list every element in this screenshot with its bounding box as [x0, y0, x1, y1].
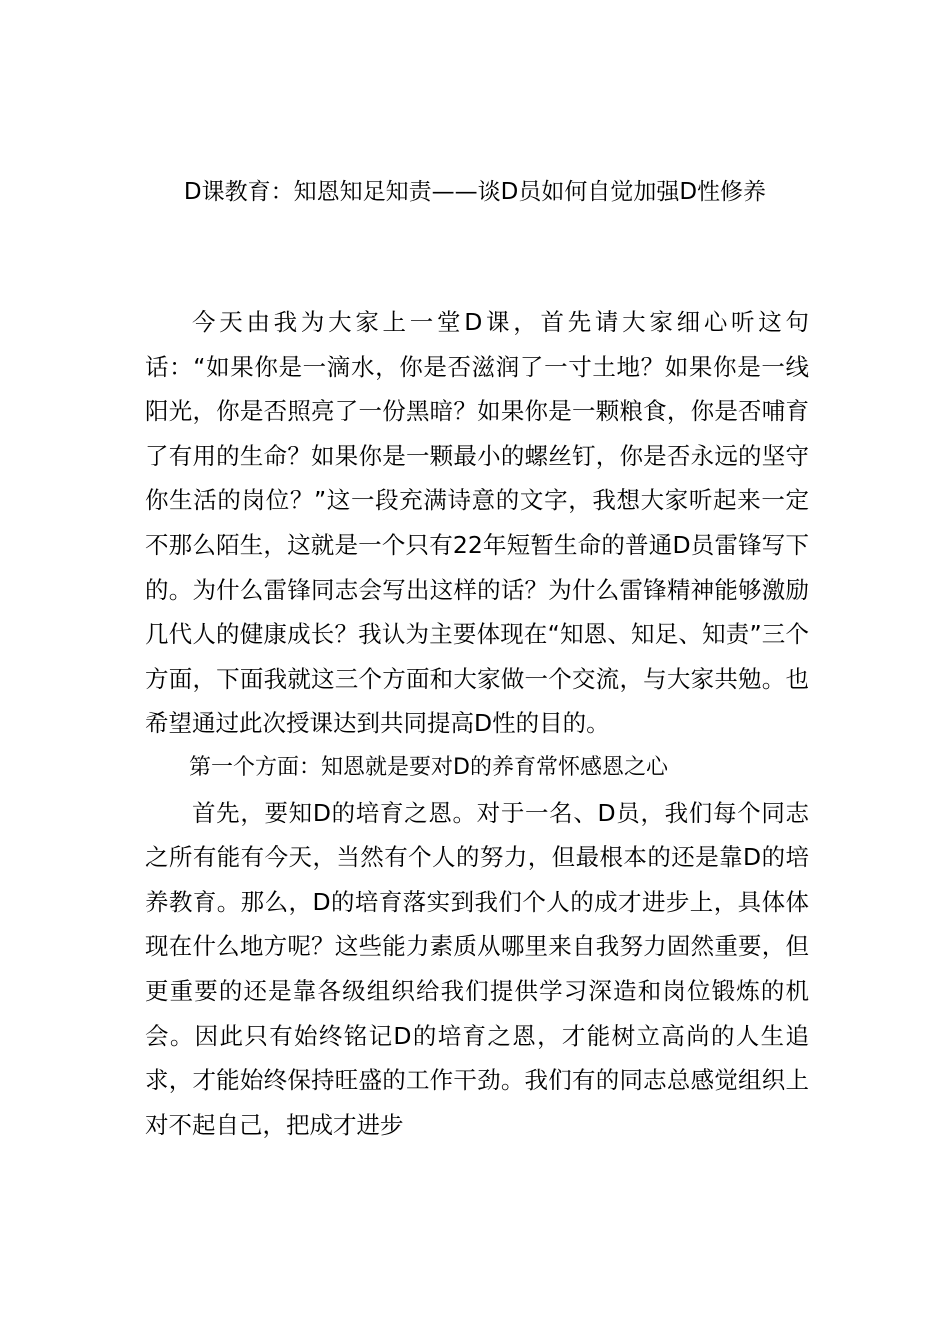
document-body	[145, 300, 809, 1147]
intro-paragraph: 今天由我为大家上一堂D课，首先请大家细心听这句话：“如果你是一滴水，你是否滋润了一寸土地？如果你是一线阳光，你是否照亮了一份黑暗？如果你是一颗粮食，你是否哺育了有用的生命？如果你是一颗最小的螺丝钉，你是否永远的坚守你生活的岗位？”这一段充满诗意的文字，我想大家听起来一定不那么陌生，这就是一个只有22年短暂生命的普通D员雷锋写下的。为什么雷锋同志会写出这样的话？为什么雷锋精神能够激励几代人的健康成长？我认为主要体现在“知恩、知足、知责”三个方面，下面我就这三个方面和大家做一个交流，与大家共勉。也希望通过此次授课达到共同提高D性的目的。	[145, 308, 809, 738]
document-title: D课教育：知恩知足知责——谈D员如何自觉加强D性修养	[183, 179, 767, 205]
section-paragraph: 首先，要知D的培育之恩。对于一名、D员，我们每个同志之所有能有今天，当然有个人的努力，但最根本的还是靠D的培养教育。那么，D的培育落实到我们个人的成才进步上，具体体现在什么地方呢？这些能力素质从哪里来自我努力固然重要，但更重要的还是靠各级组织给我们提供学习深造和岗位锻炼的机会。因此只有始终铭记D的培育之恩，才能树立高尚的人生追求，才能始终保持旺盛的工作干劲。我们有的同志总感觉组织上对不起自己，把成才进步	[145, 798, 809, 1139]
section-heading: 第一个方面：知恩就是要对D的养育常怀感恩之心	[189, 754, 668, 780]
